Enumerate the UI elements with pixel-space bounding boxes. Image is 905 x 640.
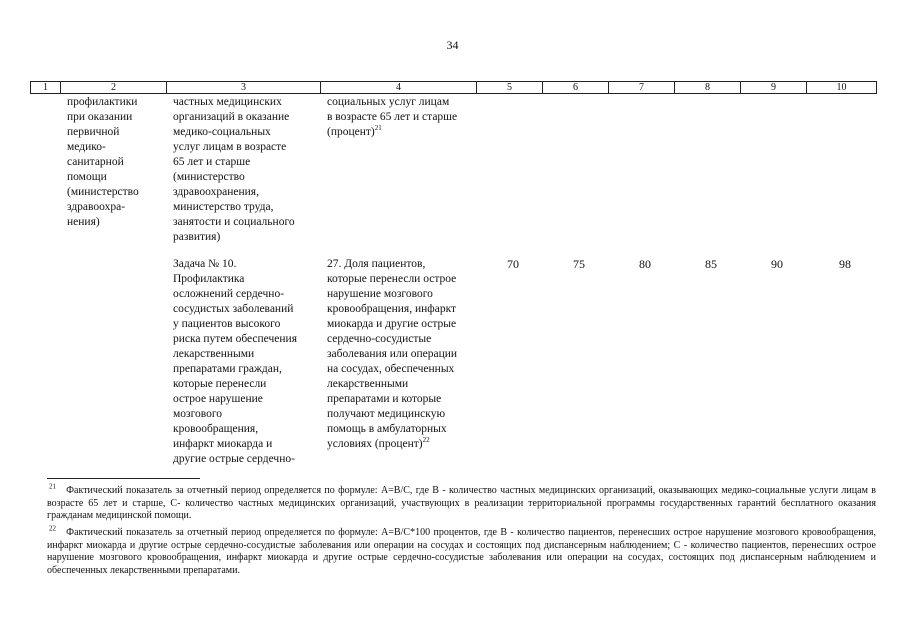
footnote-22 [47, 524, 877, 577]
row1-column3-text: частных медицинских организаций в оказание медико-социальных услуг лицам в возрасте 65 лет и старше (министерство здравоохранения, министерство труда, занятости и социального развития) [173, 96, 295, 243]
task-10-description: Задача № 10. Профилактика осложнений сердечно- сосудистых заболеваний у пациентов высокого риска путем обеспечения лекарственными препаратами граждан, которые перенесли острое нарушение мозгового кровообращения, инфаркт миокарда и другие острые сердечно- [173, 258, 297, 465]
footnote-21-text: Фактический показатель за отчетный период определяется по формуле: А=В/С, где В - количество частных медицинских организаций, оказывающих медико-социальные услуги лицам в возрасте 65 лет и старше, С- количество частных медицинских организаций, участвующих в реализации территориальной программы государственных гарантий бесплатного оказания гражданам медицинской помощи. [47, 485, 876, 522]
footnote-21 [47, 482, 876, 523]
column-header-8: 8 [675, 82, 741, 94]
column-header-7: 7 [609, 82, 675, 94]
row1-column4-body: социальных услуг лицам в возрасте 65 лет и старше (процент) [327, 96, 458, 138]
column-header-10: 10 [807, 82, 877, 94]
footnote-22-marker: 22 [49, 524, 56, 533]
column-header-9: 9 [741, 82, 807, 94]
column-header-6: 6 [543, 82, 609, 94]
row1-column2-text: профилактики при оказании первичной медико- санитарной помощи (министерство здравоохра- нения) [67, 96, 139, 228]
value-column5: 70 [507, 257, 519, 271]
indicator-27-text [327, 257, 479, 452]
value-column6: 75 [573, 257, 585, 271]
column-header-2: 2 [61, 82, 167, 94]
column-header-1: 1 [31, 82, 61, 94]
footnote-ref-22: 22 [422, 436, 430, 445]
footnote-21-marker: 21 [49, 482, 56, 491]
value-column9: 90 [771, 257, 783, 271]
footnote-separator [47, 478, 200, 479]
column-header-4: 4 [321, 82, 477, 94]
column-header-5: 5 [477, 82, 543, 94]
column-number-header [30, 81, 877, 94]
footnote-22-text: Фактический показатель за отчетный период определяется по формуле: А=В/С*100 процентов, где В - количество пациентов, перенесших острое нарушение мозгового кровообращения, инфаркт миокарда и другие острые сердечно-сосудистые заболевания или операции на сосудах и состоящих под диспансерным наблюдением; С - количество пациентов, перенесших острое нарушение мозгового кровообращения, инфаркт миокарда и другие острые сердечно-сосудистые заболевания или операции на сосудах, состоящих под диспансерным наблюдением и обеспеченных лекарственными препаратами. [47, 527, 877, 576]
indicator-27-body: 27. Доля пациентов, которые перенесли острое нарушение мозгового кровообращения, инфаркт миокарда и другие острые сердечно-сосудистые заболевания или операции на сосудах, обеспеченных лекарственными препаратами и которые получают медицинскую помощь в амбулаторных условиях (процент) [327, 258, 458, 450]
value-column10: 98 [839, 257, 851, 271]
value-column8: 85 [705, 257, 717, 271]
page-number: 34 [446, 38, 459, 52]
value-column7: 80 [639, 257, 651, 271]
row1-column4-text [327, 95, 479, 140]
column-header-3: 3 [167, 82, 321, 94]
footnote-ref-21: 21 [374, 124, 382, 133]
